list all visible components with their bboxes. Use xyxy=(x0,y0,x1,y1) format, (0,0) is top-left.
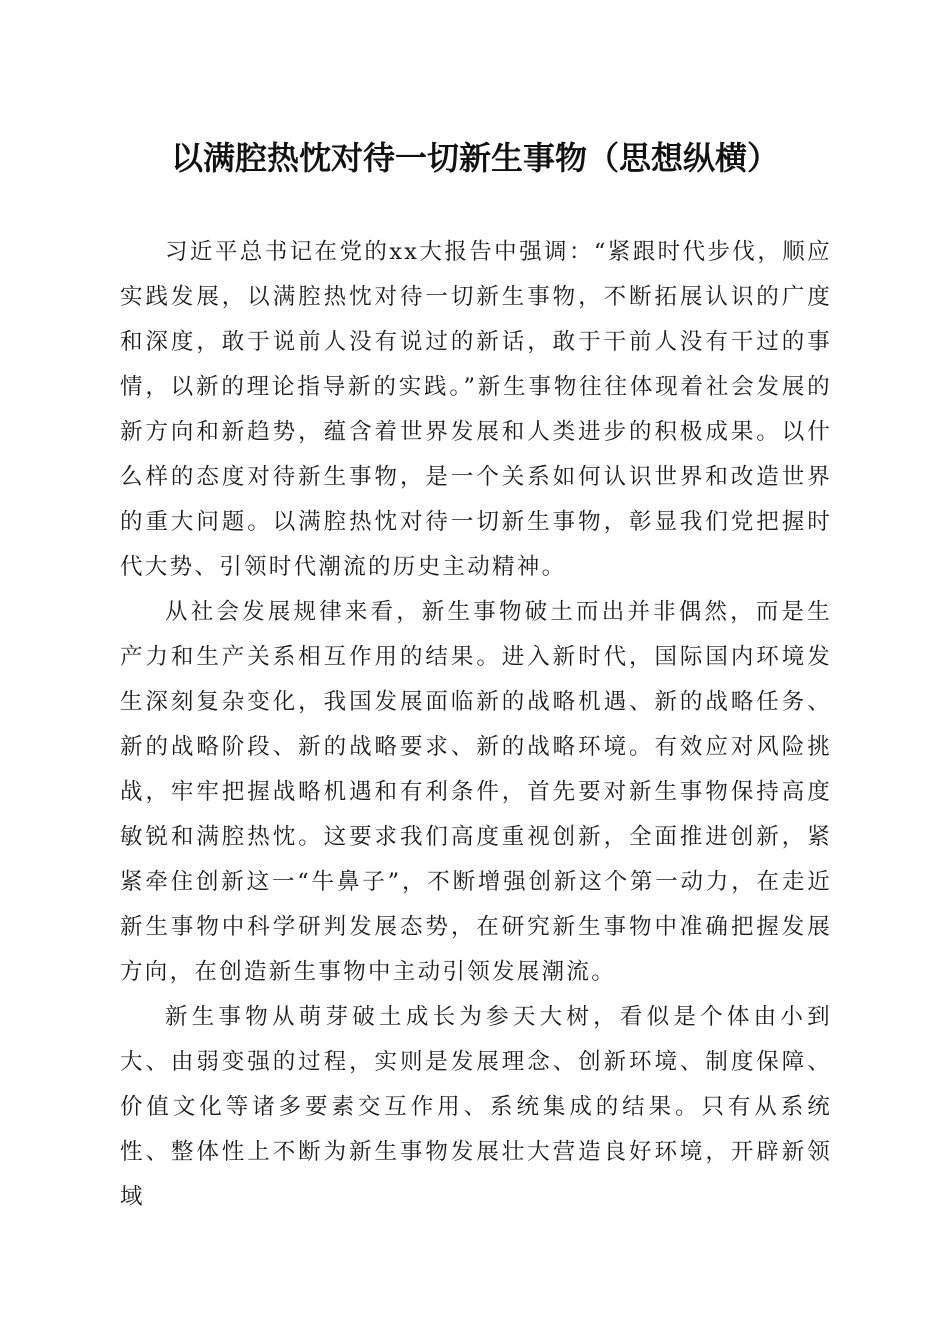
document-body xyxy=(120,230,832,1220)
paragraph-1: 习近平总书记在党的xx大报告中强调：“紧跟时代步伐，顺应实践发展，以满腔热忱对待一切新生事物，不断拓展认识的广度和深度，敢于说前人没有说过的新话，敢于干前人没有干过的事情，以新的理论指导新的实践。”新生事物往往体现着社会发展的新方向和新趋势，蕴含着世界发展和人类进步的积极成果。以什么样的态度对待新生事物，是一个关系如何认识世界和改造世界的重大问题。以满腔热忱对待一切新生事物，彰显我们党把握时代大势、引领时代潮流的历史主动精神。 xyxy=(120,239,832,580)
paragraph-3: 新生事物从萌芽破土成长为参天大树，看似是个体由小到大、由弱变强的过程，实则是发展理念、创新环境、制度保障、价值文化等诸多要素交互作用、系统集成的结果。只有从系统性、整体性上不断为新生事物发展壮大营造良好环境，开辟新领域 xyxy=(120,1004,832,1210)
document-title: 以满腔热忱对待一切新生事物（思想纵横） xyxy=(170,139,779,177)
paragraph-2: 从社会发展规律来看，新生事物破土而出并非偶然，而是生产力和生产关系相互作用的结果。进入新时代，国际国内环境发生深刻复杂变化，我国发展面临新的战略机遇、新的战略任务、新的战略阶段、新的战略要求、新的战略环境。有效应对风险挑战，牢牢把握战略机遇和有利条件，首先要对新生事物保持高度敏锐和满腔热忱。这要求我们高度重视创新，全面推进创新，紧紧牵住创新这一“牛鼻子”，不断增强创新这个第一动力，在走近新生事物中科学研判发展态势，在研究新生事物中准确把握发展方向，在创造新生事物中主动引领发展潮流。 xyxy=(120,599,832,985)
